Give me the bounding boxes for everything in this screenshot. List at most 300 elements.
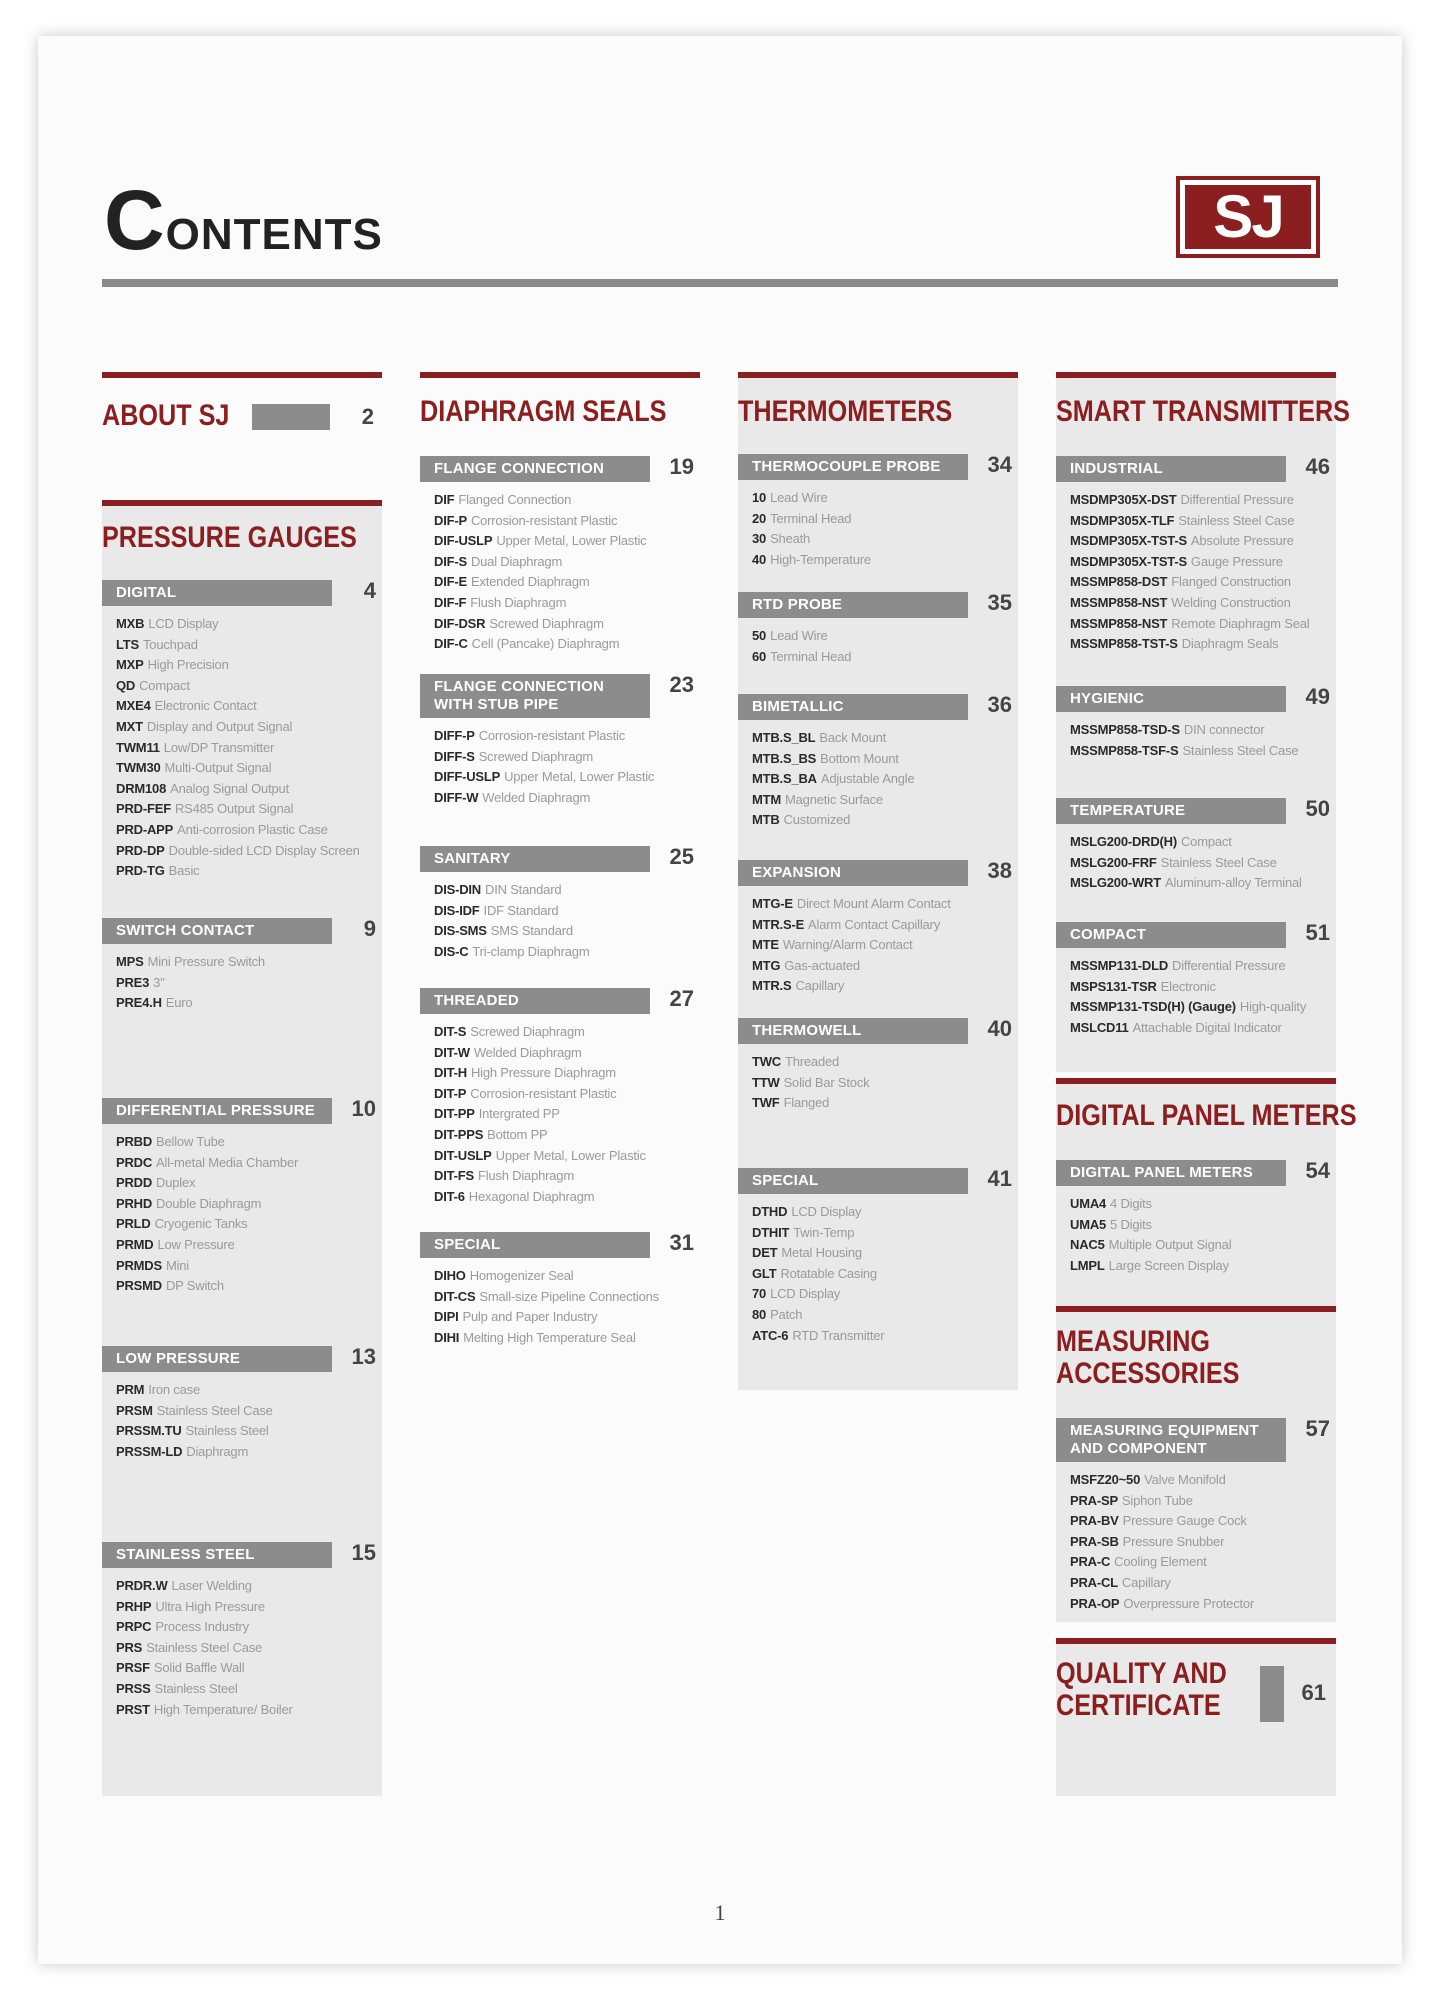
item-description: All-metal Media Chamber [156, 1154, 299, 1170]
section-page-number: 40 [987, 1016, 1012, 1041]
list-item [752, 956, 1018, 977]
sj-logo [1176, 176, 1320, 258]
item-description: Compact [1180, 834, 1232, 849]
item-description: IDF Standard [483, 902, 559, 918]
list-item [1070, 741, 1336, 762]
item-description: DIN Standard [485, 882, 562, 897]
item-description: LCD Display [770, 1286, 841, 1302]
smart-transmitters-title: SMART TRANSMITTERS [1056, 395, 1350, 428]
section-title: HYGIENIC [1056, 686, 1286, 712]
list-item [116, 993, 382, 1014]
digital-panel-meters-category [1056, 1078, 1357, 1138]
item-description: Welding Construction [1171, 594, 1291, 610]
diaphragm-seals-category [420, 372, 700, 432]
ds-section [420, 1232, 700, 1348]
list-item [1070, 720, 1336, 741]
item-description: Hexagonal Diaphragm [468, 1188, 595, 1204]
item-description: Gas-actuated [784, 957, 860, 973]
section-items [102, 944, 382, 1014]
list-item [116, 1421, 382, 1442]
section-page-number: 34 [987, 452, 1012, 477]
item-code: TWC [752, 1054, 781, 1069]
section-header [102, 1098, 382, 1124]
item-description: Cryogenic Tanks [154, 1216, 248, 1232]
item-description: Gauge Pressure [1190, 553, 1283, 569]
item-code: PRE3 [116, 974, 150, 990]
quality-title-1: QUALITY AND [1056, 1657, 1227, 1690]
item-code: TWM11 [116, 739, 160, 755]
item-code: TTW [752, 1074, 780, 1090]
list-item [1070, 832, 1336, 853]
item-description: Euro [165, 995, 193, 1011]
smart-transmitters-category [1056, 372, 1350, 432]
title-initial: C [104, 173, 166, 267]
section-header [1056, 1418, 1336, 1462]
list-item [116, 1173, 382, 1194]
list-item [752, 1093, 1018, 1114]
item-description: Double-sided LCD Display Screen [168, 842, 360, 858]
list-item [116, 861, 382, 882]
section-header [102, 580, 382, 606]
item-description: Stainless Steel Case [1160, 854, 1277, 870]
item-code: DIT-S [434, 1024, 467, 1039]
list-item [116, 1132, 382, 1153]
list-item [752, 769, 1018, 790]
list-item [434, 1043, 700, 1064]
list-item [434, 1266, 700, 1287]
list-item [116, 1658, 382, 1679]
item-description: Bellow Tube [156, 1134, 225, 1149]
item-description: Mini Pressure Switch [147, 954, 265, 969]
item-description: Sheath [770, 531, 811, 547]
list-item [116, 1235, 382, 1256]
list-item [1070, 1018, 1336, 1039]
item-description: Stainless Steel Case [1178, 512, 1295, 528]
section-page-number: 35 [987, 590, 1012, 615]
section-title: THERMOWELL [738, 1018, 968, 1044]
title-rest: ONTENTS [165, 210, 383, 259]
item-code: DIFF-USLP [434, 769, 501, 785]
list-item [116, 952, 382, 973]
item-description: 5 Digits [1110, 1216, 1152, 1232]
item-code: 80 [752, 1306, 767, 1322]
quality-bar [1260, 1666, 1284, 1722]
item-code: MTG [752, 957, 781, 973]
item-description: Anti-corrosion Plastic Case [177, 821, 328, 837]
list-item [752, 810, 1018, 831]
section-header [420, 1232, 700, 1258]
item-code: DIHO [434, 1268, 466, 1283]
section-items [102, 1124, 382, 1297]
list-item [116, 841, 382, 862]
list-item [752, 790, 1018, 811]
section-page-number: 15 [351, 1540, 376, 1565]
item-description: Stainless Steel Case [156, 1402, 273, 1418]
section-title: THREADED [420, 988, 650, 1014]
quality-category [1056, 1638, 1336, 1738]
item-code: DIPI [434, 1309, 459, 1325]
item-code: MXT [116, 718, 143, 734]
item-code: DIF-F [434, 594, 467, 610]
section-title: RTD PROBE [738, 592, 968, 618]
item-code: PRA-C [1070, 1554, 1111, 1570]
section-items [102, 1568, 382, 1720]
ds-section [420, 674, 700, 808]
section-title: DIGITAL [102, 580, 332, 606]
item-code: PRE4.H [116, 995, 162, 1011]
item-code: DIFF-P [434, 728, 475, 743]
list-item [116, 1276, 382, 1297]
item-code: DIFF-W [434, 789, 479, 805]
item-description: High Temperature/ Boiler [153, 1701, 293, 1717]
th-section [738, 454, 1018, 570]
list-item [752, 749, 1018, 770]
item-code: MTE [752, 937, 779, 953]
section-title: DIGITAL PANEL METERS [1056, 1160, 1286, 1186]
item-description: Corrosion-resistant Plastic [478, 728, 626, 743]
item-code: MSPS131-TSR [1070, 978, 1157, 994]
item-code: DIS-IDF [434, 902, 480, 918]
list-item [434, 880, 700, 901]
item-description: Alarm Contact Capillary [808, 916, 940, 932]
section-header [1056, 922, 1336, 948]
item-description: Double Diaphragm [156, 1195, 262, 1211]
pressure-gauges-title: PRESSURE GAUGES [102, 521, 357, 554]
item-code: DET [752, 1245, 778, 1261]
item-description: Cell (Pancake) Diaphragm [471, 636, 620, 652]
logo-text: SJ [1185, 185, 1311, 249]
section-items [420, 1014, 700, 1207]
list-item [752, 1073, 1018, 1094]
item-code: MSDMP305X-TLF [1070, 512, 1175, 528]
list-item [116, 1597, 382, 1618]
section-page-number: 13 [351, 1344, 376, 1369]
list-item [752, 935, 1018, 956]
list-item [116, 696, 382, 717]
list-item [434, 942, 700, 963]
item-description: Duplex [156, 1175, 196, 1191]
item-code: DIF-S [434, 553, 467, 569]
list-item [116, 614, 382, 635]
list-item [1070, 1511, 1336, 1532]
item-code: LMPL [1070, 1257, 1105, 1273]
item-description: Bottom Mount [820, 750, 899, 766]
list-item [1070, 977, 1336, 998]
item-code: 60 [752, 648, 767, 664]
item-description: Upper Metal, Lower Plastic [496, 533, 647, 549]
section-header [1056, 686, 1336, 712]
item-description: Warning/Alarm Contact [782, 937, 913, 953]
item-code: PRD-DP [116, 842, 165, 858]
section-title: COMPACT [1056, 922, 1286, 948]
section-items [1056, 948, 1336, 1038]
item-code: DIS-C [434, 943, 469, 959]
section-header [738, 454, 1018, 480]
section-items [102, 1372, 382, 1462]
item-description: Welded Diaphragm [482, 789, 591, 805]
section-page-number: 46 [1305, 454, 1330, 479]
list-item [116, 779, 382, 800]
item-code: DTHD [752, 1204, 788, 1219]
list-item [752, 1305, 1018, 1326]
item-description: Capillary [795, 978, 845, 994]
item-code: LTS [116, 636, 139, 652]
item-description: Laser Welding [171, 1578, 252, 1593]
item-code: MSLCD11 [1070, 1019, 1129, 1035]
section-header [102, 1542, 382, 1568]
list-item [1070, 572, 1336, 593]
item-description: Small-size Pipeline Connections [479, 1288, 659, 1304]
item-description: Pressure Gauge Cock [1122, 1513, 1247, 1529]
item-code: DIHI [434, 1329, 460, 1345]
item-code: DIT-6 [434, 1188, 465, 1204]
st-section [1056, 798, 1336, 894]
section-page-number: 4 [363, 578, 376, 603]
item-description: Back Mount [819, 730, 887, 745]
item-code: MTB.S_BL [752, 730, 816, 745]
list-item [752, 1243, 1018, 1264]
item-code: DIT-PPS [434, 1126, 484, 1142]
item-code: MSSMP858-NST [1070, 594, 1168, 610]
list-item [752, 1202, 1018, 1223]
list-item [752, 550, 1018, 571]
section-header [738, 1018, 1018, 1044]
item-description: High Pressure Diaphragm [470, 1065, 616, 1081]
item-code: MSDMP305X-TST-S [1070, 553, 1187, 569]
item-description: Multiple Output Signal [1108, 1237, 1232, 1253]
thermometers-title: THERMOMETERS [738, 395, 953, 428]
section-title: FLANGE CONNECTION [420, 456, 650, 482]
list-item [1070, 1215, 1336, 1236]
item-description: Homogenizer Seal [469, 1268, 574, 1283]
list-item [434, 1287, 700, 1308]
th-section [738, 860, 1018, 997]
ds-section [420, 456, 700, 655]
list-item [434, 572, 700, 593]
item-code: MSSMP131-TSD(H) (Gauge) [1070, 999, 1236, 1015]
item-code: DIS-DIN [434, 882, 481, 897]
item-description: Rotatable Casing [780, 1265, 877, 1281]
item-code: MSLG200-WRT [1070, 875, 1161, 891]
section-title: DIFFERENTIAL PRESSURE [102, 1098, 332, 1124]
list-item [1070, 1194, 1336, 1215]
list-item [1070, 634, 1336, 655]
item-description: Capillary [1121, 1574, 1171, 1590]
item-code: PRA-OP [1070, 1595, 1120, 1611]
item-description: Metal Housing [781, 1245, 862, 1261]
item-code: PRSSM-LD [116, 1443, 183, 1459]
item-description: Flanged Connection [458, 492, 572, 507]
list-item [752, 1052, 1018, 1073]
section-title: SANITARY [420, 846, 650, 872]
section-header [738, 592, 1018, 618]
section-page-number: 41 [987, 1166, 1012, 1191]
item-description: Electronic Contact [154, 698, 257, 714]
section-items [738, 1194, 1018, 1346]
item-code: MSDMP305X-TST-S [1070, 533, 1187, 549]
item-description: Stainless Steel Case [1182, 742, 1299, 758]
item-code: DTHIT [752, 1224, 790, 1240]
diaphragm-seals-title: DIAPHRAGM SEALS [420, 395, 667, 428]
section-page-number: 10 [351, 1096, 376, 1121]
item-description: RS485 Output Signal [174, 801, 294, 817]
item-description: Display and Output Signal [146, 718, 293, 734]
list-item [752, 894, 1018, 915]
pg-section [102, 580, 382, 882]
item-description: Screwed Diaphragm [478, 748, 594, 764]
item-code: MSSMP131-DLD [1070, 958, 1169, 973]
list-item [434, 788, 700, 809]
list-item [434, 1125, 700, 1146]
item-code: DIF-E [434, 574, 467, 590]
item-code: PRSF [116, 1660, 150, 1676]
item-code: MTB.S_BS [752, 750, 817, 766]
item-description: Compact [139, 677, 190, 693]
section-items [738, 886, 1018, 997]
list-item [116, 1401, 382, 1422]
item-description: Solid Bar Stock [783, 1074, 870, 1090]
section-page-number: 27 [669, 986, 694, 1011]
item-description: Adjustable Angle [820, 771, 915, 787]
item-code: MSDMP305X-DST [1070, 492, 1177, 507]
section-items [1056, 712, 1336, 761]
section-title: MEASURING EQUIPMENT AND COMPONENT [1056, 1418, 1286, 1462]
item-description: Valve Monifold [1144, 1472, 1226, 1487]
list-item [1070, 1552, 1336, 1573]
th-section [738, 1168, 1018, 1346]
list-item [434, 726, 700, 747]
list-item [434, 1063, 700, 1084]
list-item [434, 1146, 700, 1167]
item-code: 20 [752, 510, 767, 526]
section-items [1056, 1462, 1336, 1614]
item-code: PRSS [116, 1680, 151, 1696]
item-description: Tri-clamp Diaphragm [472, 943, 590, 959]
item-description: Low Pressure [157, 1236, 235, 1252]
item-code: PRMD [116, 1236, 154, 1252]
page-number: 1 [714, 1900, 726, 1925]
page-title [104, 173, 383, 267]
item-description: Overpressure Protector [1123, 1595, 1255, 1611]
st-section [1056, 456, 1336, 655]
item-code: PRM [116, 1382, 145, 1397]
item-code: 30 [752, 531, 767, 547]
item-code: 40 [752, 551, 767, 567]
item-description: Pulp and Paper Industry [462, 1309, 598, 1325]
list-item [752, 1284, 1018, 1305]
item-code: DIT-PP [434, 1106, 475, 1122]
item-description: Bottom PP [487, 1126, 548, 1142]
list-item [1070, 1235, 1336, 1256]
list-item [752, 1264, 1018, 1285]
list-item [116, 1442, 382, 1463]
list-item [752, 915, 1018, 936]
list-item [1070, 552, 1336, 573]
item-description: Patch [770, 1306, 803, 1322]
item-code: ATC-6 [752, 1327, 789, 1343]
list-item [434, 921, 700, 942]
pg-section [102, 1098, 382, 1297]
item-code: MSSMP858-TSD-S [1070, 722, 1180, 737]
item-code: PRHP [116, 1598, 152, 1614]
list-item [1070, 531, 1336, 552]
item-description: Stainless Steel [185, 1423, 269, 1439]
item-code: MSSMP858-TSF-S [1070, 742, 1179, 758]
section-title: INDUSTRIAL [1056, 456, 1286, 482]
list-item [116, 973, 382, 994]
list-item [434, 1022, 700, 1043]
item-description: Screwed Diaphragm [489, 615, 604, 631]
measuring-accessories-category [1056, 1306, 1336, 1390]
item-code: MXE4 [116, 698, 151, 714]
item-description: High-quality [1239, 999, 1307, 1015]
item-code: TWM30 [116, 760, 161, 776]
about-page: 2 [361, 404, 374, 429]
item-description: Extended Diaphragm [470, 574, 590, 590]
section-header [102, 1346, 382, 1372]
thermometers-category [738, 372, 1018, 432]
list-item [434, 634, 700, 655]
section-page-number: 31 [669, 1230, 694, 1255]
section-items [1056, 482, 1336, 655]
list-item [434, 1307, 700, 1328]
item-code: PRBD [116, 1134, 153, 1149]
list-item [434, 901, 700, 922]
list-item [434, 1328, 700, 1349]
item-code: MTB [752, 812, 780, 828]
section-page-number: 50 [1305, 796, 1330, 821]
section-page-number: 54 [1305, 1158, 1330, 1183]
item-description: Differential Pressure [1180, 492, 1294, 507]
section-page-number: 23 [669, 672, 694, 697]
list-item [116, 717, 382, 738]
list-item [1070, 1594, 1336, 1615]
item-description: Upper Metal, Lower Plastic [495, 1147, 646, 1163]
item-description: Upper Metal, Lower Plastic [504, 769, 655, 785]
section-header [102, 918, 382, 944]
item-code: DIFF-S [434, 748, 475, 764]
section-page-number: 19 [669, 454, 694, 479]
list-item [752, 1326, 1018, 1347]
about-sj [102, 372, 382, 452]
section-title: FLANGE CONNECTION WITH STUB PIPE [420, 674, 650, 718]
item-code: PRSM [116, 1402, 153, 1418]
item-description: Multi-Output Signal [164, 760, 272, 776]
section-page-number: 9 [363, 916, 376, 941]
item-code: PRA-SP [1070, 1492, 1118, 1508]
item-code: QD [116, 677, 136, 693]
item-description: Terminal Head [770, 648, 852, 664]
item-description: Screwed Diaphragm [470, 1024, 585, 1039]
item-description: Magnetic Surface [785, 791, 883, 807]
item-code: PRST [116, 1701, 150, 1717]
quality-page: 61 [1301, 1680, 1326, 1705]
header-rule [102, 279, 1338, 287]
item-description: Welded Diaphragm [473, 1044, 582, 1060]
list-item [116, 799, 382, 820]
list-item [1070, 1532, 1336, 1553]
item-description: Siphon Tube [1121, 1492, 1193, 1508]
item-description: DIN connector [1183, 722, 1265, 737]
item-code: PRD-TG [116, 863, 165, 879]
item-description: Lead Wire [770, 490, 828, 505]
item-description: High-Temperature [770, 551, 871, 567]
item-description: 3" [153, 974, 165, 990]
item-code: DRM108 [116, 780, 167, 796]
section-title: STAINLESS STEEL [102, 1542, 332, 1568]
item-description: Flush Diaphragm [470, 594, 567, 610]
section-header [1056, 456, 1336, 482]
